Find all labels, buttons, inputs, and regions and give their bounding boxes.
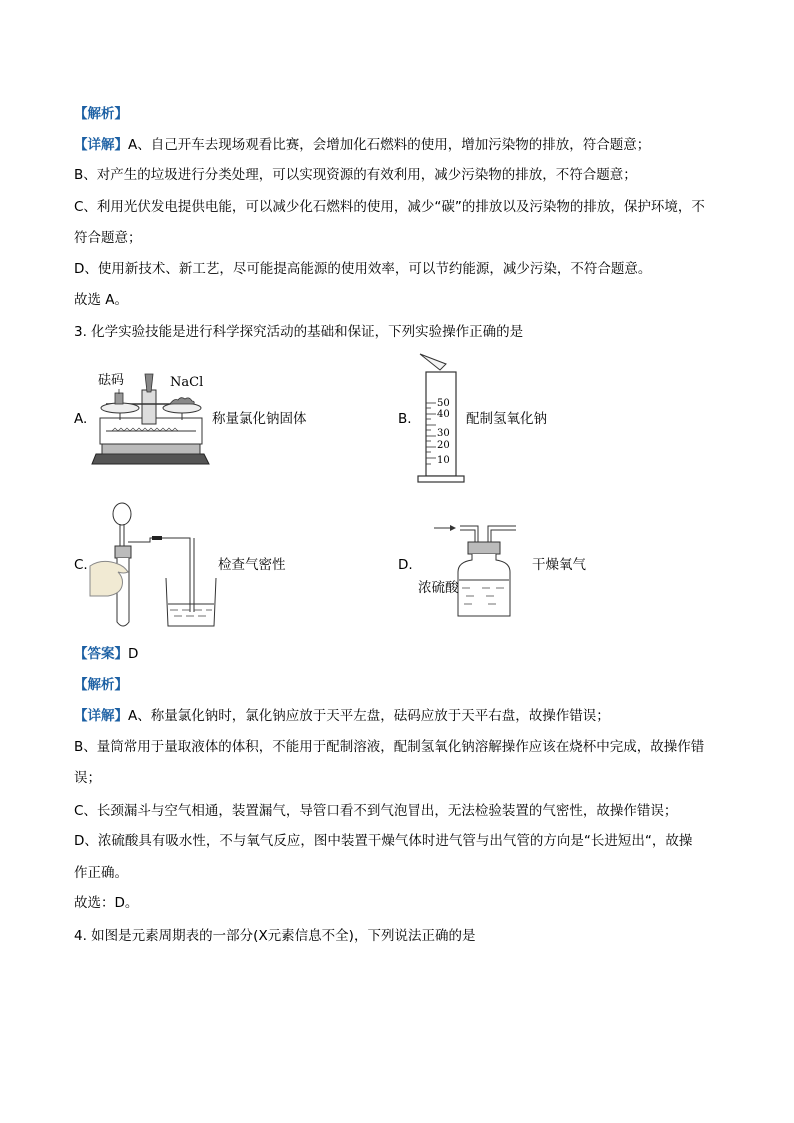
- q3-detail-a-text: A、称量氯化钠时，氯化钠应放于天平左盘，砝码应放于天平右盘，故操作错误；: [128, 708, 610, 724]
- detail-b: B、对产生的垃圾进行分类处理，可以实现资源的有效利用，减少污染物的排放，不符合题意；: [74, 167, 637, 183]
- detail-a-text: A、自己开车去现场观看比赛，会增加化石燃料的使用，增加污染物的排放，符合题意；: [128, 137, 651, 153]
- acid-label: 浓硫酸: [418, 580, 459, 596]
- detail-a: [74, 135, 650, 155]
- q3-detail-d-line2: 作正确。: [74, 865, 128, 881]
- scale-20: 20: [437, 440, 450, 451]
- answer-line: [74, 644, 138, 664]
- q3-detail-b-line2: 误；: [74, 770, 101, 786]
- q3-detail-tag: 【详解】: [74, 708, 128, 724]
- graduated-cylinder-figure: [412, 352, 468, 486]
- airtightness-figure: [88, 500, 218, 632]
- nacl-label: NaCl: [170, 375, 204, 390]
- question-4-stem: 4. 如图是元素周期表的一部分(X元素信息不全)，下列说法正确的是: [74, 928, 476, 944]
- detail-c-line2: 符合题意；: [74, 230, 142, 246]
- q3-detail-d-line1: D、浓硫酸具有吸水性，不与氧气反应，图中装置干燥气体时进气管与出气管的方向是“长进短出“，故操: [74, 833, 693, 849]
- analysis-heading-q3: 【解析】: [74, 677, 128, 693]
- detail-d: D、使用新技术、新工艺，尽可能提高能源的使用效率，可以节约能源，减少污染，不符合题意。: [74, 261, 652, 277]
- option-a-letter: A.: [74, 411, 88, 427]
- q3-detail-a: [74, 706, 610, 726]
- option-b-letter: B.: [398, 411, 412, 427]
- option-c-caption: 检查气密性: [218, 557, 286, 573]
- gas-wash-bottle-figure: [430, 520, 522, 630]
- q3-detail-c: C、长颈漏斗与空气相通，装置漏气，导管口看不到气泡冒出，无法检验装置的气密性，故操作错误；: [74, 803, 678, 819]
- question-3-stem: 3. 化学实验技能是进行科学探究活动的基础和保证，下列实验操作正确的是: [74, 324, 524, 340]
- option-b-caption: 配制氢氧化钠: [466, 411, 547, 427]
- analysis-heading: 【解析】: [74, 106, 128, 122]
- option-d-letter: D.: [398, 557, 413, 573]
- option-d-caption: 干燥氧气: [532, 557, 586, 573]
- answer-value: D: [128, 646, 139, 662]
- detail-tag: 【详解】: [74, 137, 128, 153]
- answer-tag: 【答案】: [74, 646, 128, 662]
- scale-10: 10: [437, 455, 450, 466]
- q3-detail-b-line1: B、量筒常用于量取液体的体积，不能用于配制溶液，配制氢氧化钠溶解操作应该在烧杯中完成，故操作错: [74, 739, 705, 755]
- detail-c-line1: C、利用光伏发电提供电能，可以减少化石燃料的使用，减少“碳”的排放以及污染物的排放，保护环境，不: [74, 199, 705, 215]
- balance-figure: [92, 368, 210, 466]
- scale-40: 40: [437, 409, 450, 420]
- option-c-letter: C.: [74, 557, 88, 573]
- choose-answer: 故选 A。: [74, 292, 129, 308]
- scale-50: 50: [437, 398, 450, 409]
- option-a-caption: 称量氯化钠固体: [212, 411, 307, 427]
- q3-choose: 故选：D。: [74, 895, 139, 911]
- weight-label: 砝码: [98, 373, 125, 388]
- scale-30: 30: [437, 428, 450, 439]
